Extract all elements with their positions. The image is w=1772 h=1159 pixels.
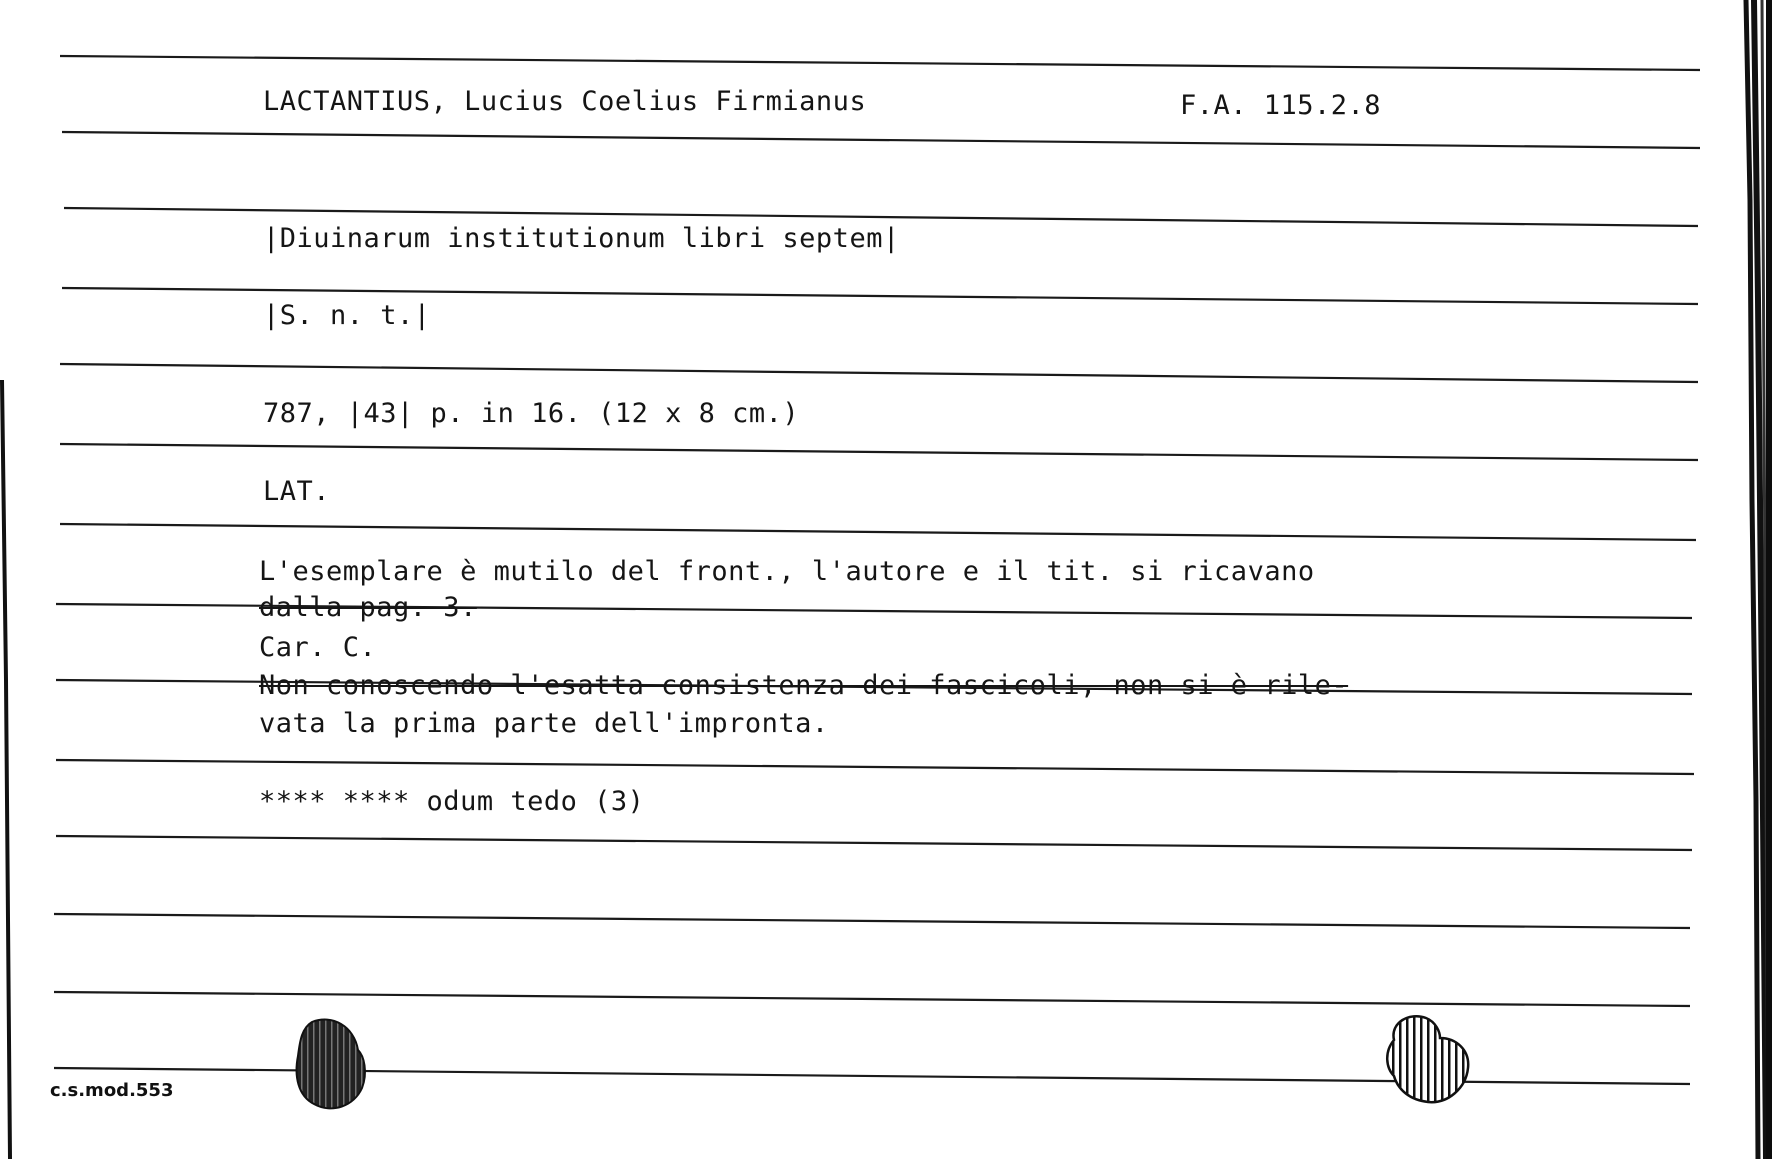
language-line: LAT. bbox=[263, 476, 331, 507]
shelfmark: F.A. 115.2.8 bbox=[1180, 90, 1382, 121]
note-line-2: dalla pag. 3. bbox=[259, 592, 477, 623]
card-edge-right bbox=[1732, 0, 1772, 1159]
form-code: c.s.mod.553 bbox=[50, 1080, 174, 1101]
note-line-3: Car. C. bbox=[259, 632, 377, 663]
fingerprint-line: **** **** odum tedo (3) bbox=[259, 786, 645, 817]
note-line-1: L'esemplare è mutilo del front., l'autore e il tit. si ricavano bbox=[259, 556, 1315, 587]
card-edge-left bbox=[0, 380, 12, 1159]
note-line-4: Non conoscendo l'esatta consistenza dei fascicoli, non si è rile- bbox=[259, 670, 1349, 701]
note-line-5: vata la prima parte dell'impronta. bbox=[259, 708, 829, 739]
imprint-line: |S. n. t.| bbox=[263, 300, 431, 331]
title-line: |Diuinarum institutionum libri septem| bbox=[263, 223, 900, 254]
punch-hole-right-icon bbox=[1376, 1010, 1476, 1110]
punch-hole-left-icon bbox=[292, 1016, 370, 1112]
author-heading: LACTANTIUS, Lucius Coelius Firmianus bbox=[263, 86, 867, 117]
collation-line: 787, |43| p. in 16. (12 x 8 cm.) bbox=[263, 398, 800, 429]
